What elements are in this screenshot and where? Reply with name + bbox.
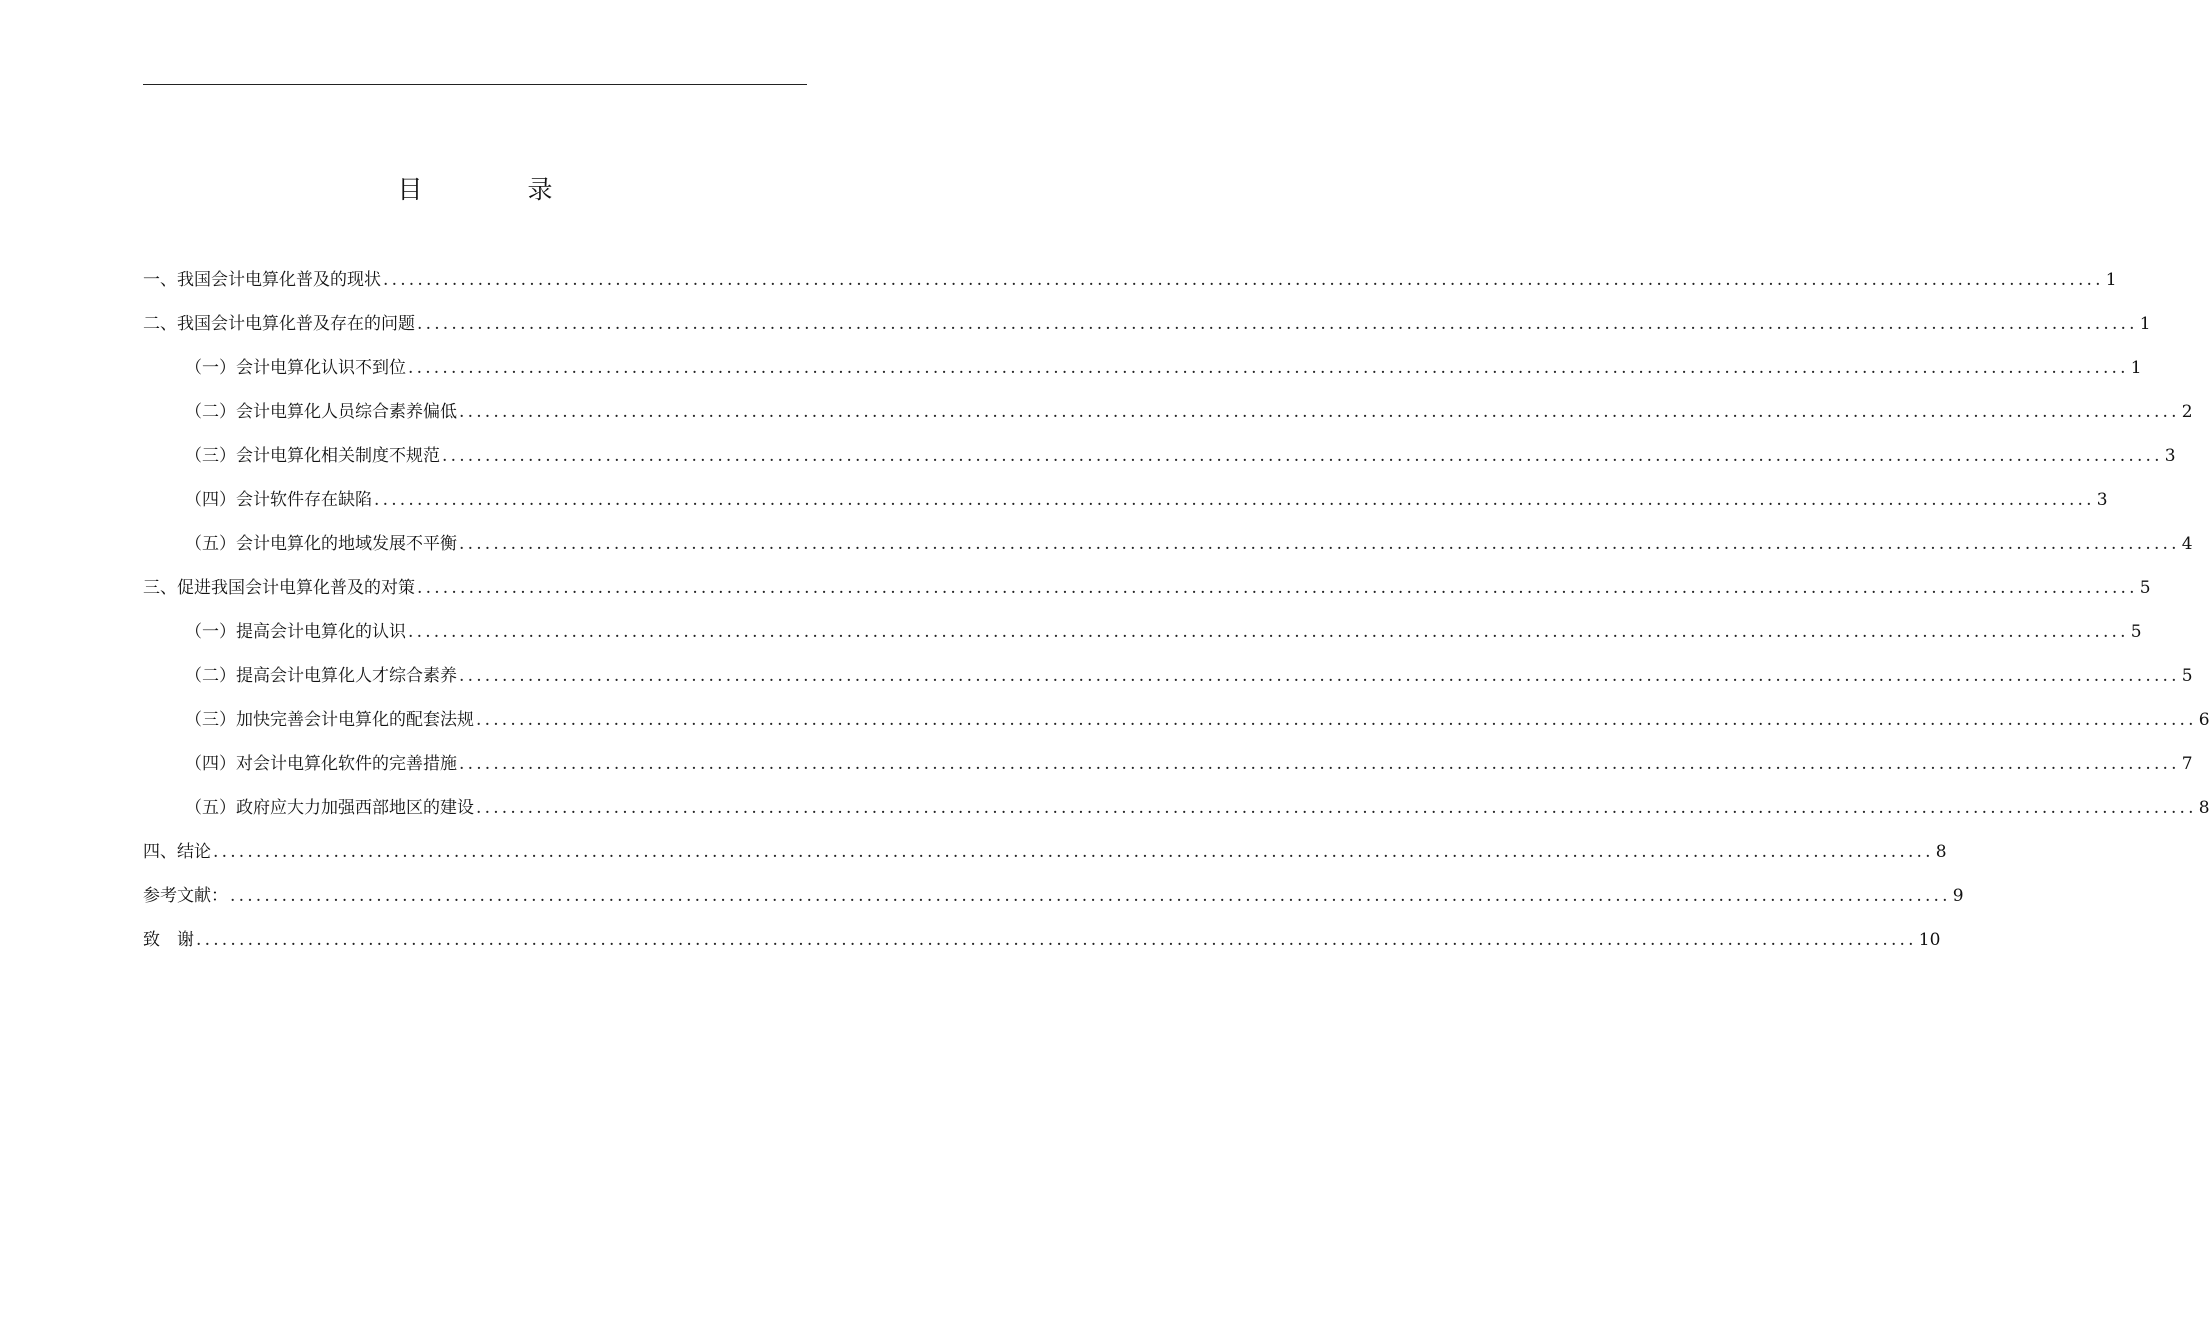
toc-entry-label: 致 谢	[143, 930, 194, 950]
toc-entry[interactable]	[143, 258, 2117, 302]
toc-entry[interactable]	[143, 390, 2193, 434]
toc-entry-label: （四）对会计电算化软件的完善措施	[185, 754, 457, 774]
toc-dot-leader: ........................................................................................................................................................................................................	[417, 578, 2138, 598]
toc-entry[interactable]	[143, 434, 2176, 478]
toc-page-number: 1	[2139, 314, 2151, 334]
toc-entry-label: 一、我国会计电算化普及的现状	[143, 270, 381, 290]
header-rule	[143, 84, 807, 85]
toc-entry-label: （四）会计软件存在缺陷	[185, 490, 372, 510]
toc-dot-leader: ........................................................................................................................................................................................................	[459, 534, 2180, 554]
toc-page-number: 7	[2181, 754, 2193, 774]
toc-dot-leader: ........................................................................................................................................................................................................	[459, 666, 2180, 686]
toc-dot-leader: ........................................................................................................................................................................................................	[459, 402, 2180, 422]
toc-entry-label: （三）会计电算化相关制度不规范	[185, 446, 440, 466]
toc-page-number: 3	[2096, 490, 2108, 510]
toc-entry-label: 四、结论	[143, 842, 211, 862]
toc-dot-leader: ........................................................................................................................................................................................................	[213, 842, 1934, 862]
toc-dot-leader: ........................................................................................................................................................................................................	[408, 358, 2129, 378]
toc-entry[interactable]	[143, 918, 1941, 962]
toc-dot-leader: ........................................................................................................................................................................................................	[417, 314, 2138, 334]
toc-entry-label: （三）加快完善会计电算化的配套法规	[185, 710, 474, 730]
toc-page-number: 8	[1935, 842, 1947, 862]
toc-page-number: 5	[2181, 666, 2193, 686]
toc-entry-label: （五）政府应大力加强西部地区的建设	[185, 798, 474, 818]
toc-page-number: 8	[2198, 798, 2210, 818]
toc-entry[interactable]	[143, 786, 2210, 830]
toc-entry-label: （一）会计电算化认识不到位	[185, 358, 406, 378]
toc-entry-label: （二）会计电算化人员综合素养偏低	[185, 402, 457, 422]
toc-page-number: 6	[2198, 710, 2210, 730]
toc-page-number: 3	[2164, 446, 2176, 466]
toc-dot-leader: ........................................................................................................................................................................................................	[230, 886, 1951, 906]
toc-dot-leader: ........................................................................................................................................................................................................	[442, 446, 2163, 466]
toc-entry[interactable]	[143, 654, 2193, 698]
toc-entry[interactable]	[143, 742, 2193, 786]
toc-entry[interactable]	[143, 610, 2142, 654]
toc-entry-label: （五）会计电算化的地域发展不平衡	[185, 534, 457, 554]
toc-entry-label: 参考文献：	[143, 886, 228, 906]
toc-page-number: 2	[2181, 402, 2193, 422]
toc-entry[interactable]	[143, 698, 2210, 742]
toc-entry[interactable]	[143, 478, 2108, 522]
toc-entry[interactable]	[143, 874, 1964, 918]
toc-entry[interactable]	[143, 346, 2142, 390]
toc-entry-label: （二）提高会计电算化人才综合素养	[185, 666, 457, 686]
table-of-contents	[143, 258, 2210, 962]
toc-page-number: 1	[2105, 270, 2117, 290]
toc-entry[interactable]	[143, 302, 2151, 346]
toc-dot-leader: ........................................................................................................................................................................................................	[383, 270, 2104, 290]
toc-entry[interactable]	[143, 522, 2193, 566]
toc-dot-leader: ........................................................................................................................................................................................................	[476, 710, 2197, 730]
toc-page-number: 5	[2130, 622, 2142, 642]
toc-page-number: 1	[2130, 358, 2142, 378]
toc-dot-leader: ........................................................................................................................................................................................................	[196, 930, 1917, 950]
toc-entry-label: 二、我国会计电算化普及存在的问题	[143, 314, 415, 334]
toc-entry-label: 三、促进我国会计电算化普及的对策	[143, 578, 415, 598]
toc-dot-leader: ........................................................................................................................................................................................................	[476, 798, 2197, 818]
toc-page-number: 10	[1918, 930, 1941, 950]
toc-dot-leader: ........................................................................................................................................................................................................	[408, 622, 2129, 642]
toc-dot-leader: ........................................................................................................................................................................................................	[374, 490, 2095, 510]
toc-page-number: 9	[1952, 886, 1964, 906]
toc-entry-label: （一）提高会计电算化的认识	[185, 622, 406, 642]
page-title: 目 录	[397, 175, 593, 204]
toc-page-number: 4	[2181, 534, 2193, 554]
toc-dot-leader: ........................................................................................................................................................................................................	[459, 754, 2180, 774]
toc-entry[interactable]	[143, 830, 1947, 874]
toc-page-number: 5	[2139, 578, 2151, 598]
toc-entry[interactable]	[143, 566, 2151, 610]
